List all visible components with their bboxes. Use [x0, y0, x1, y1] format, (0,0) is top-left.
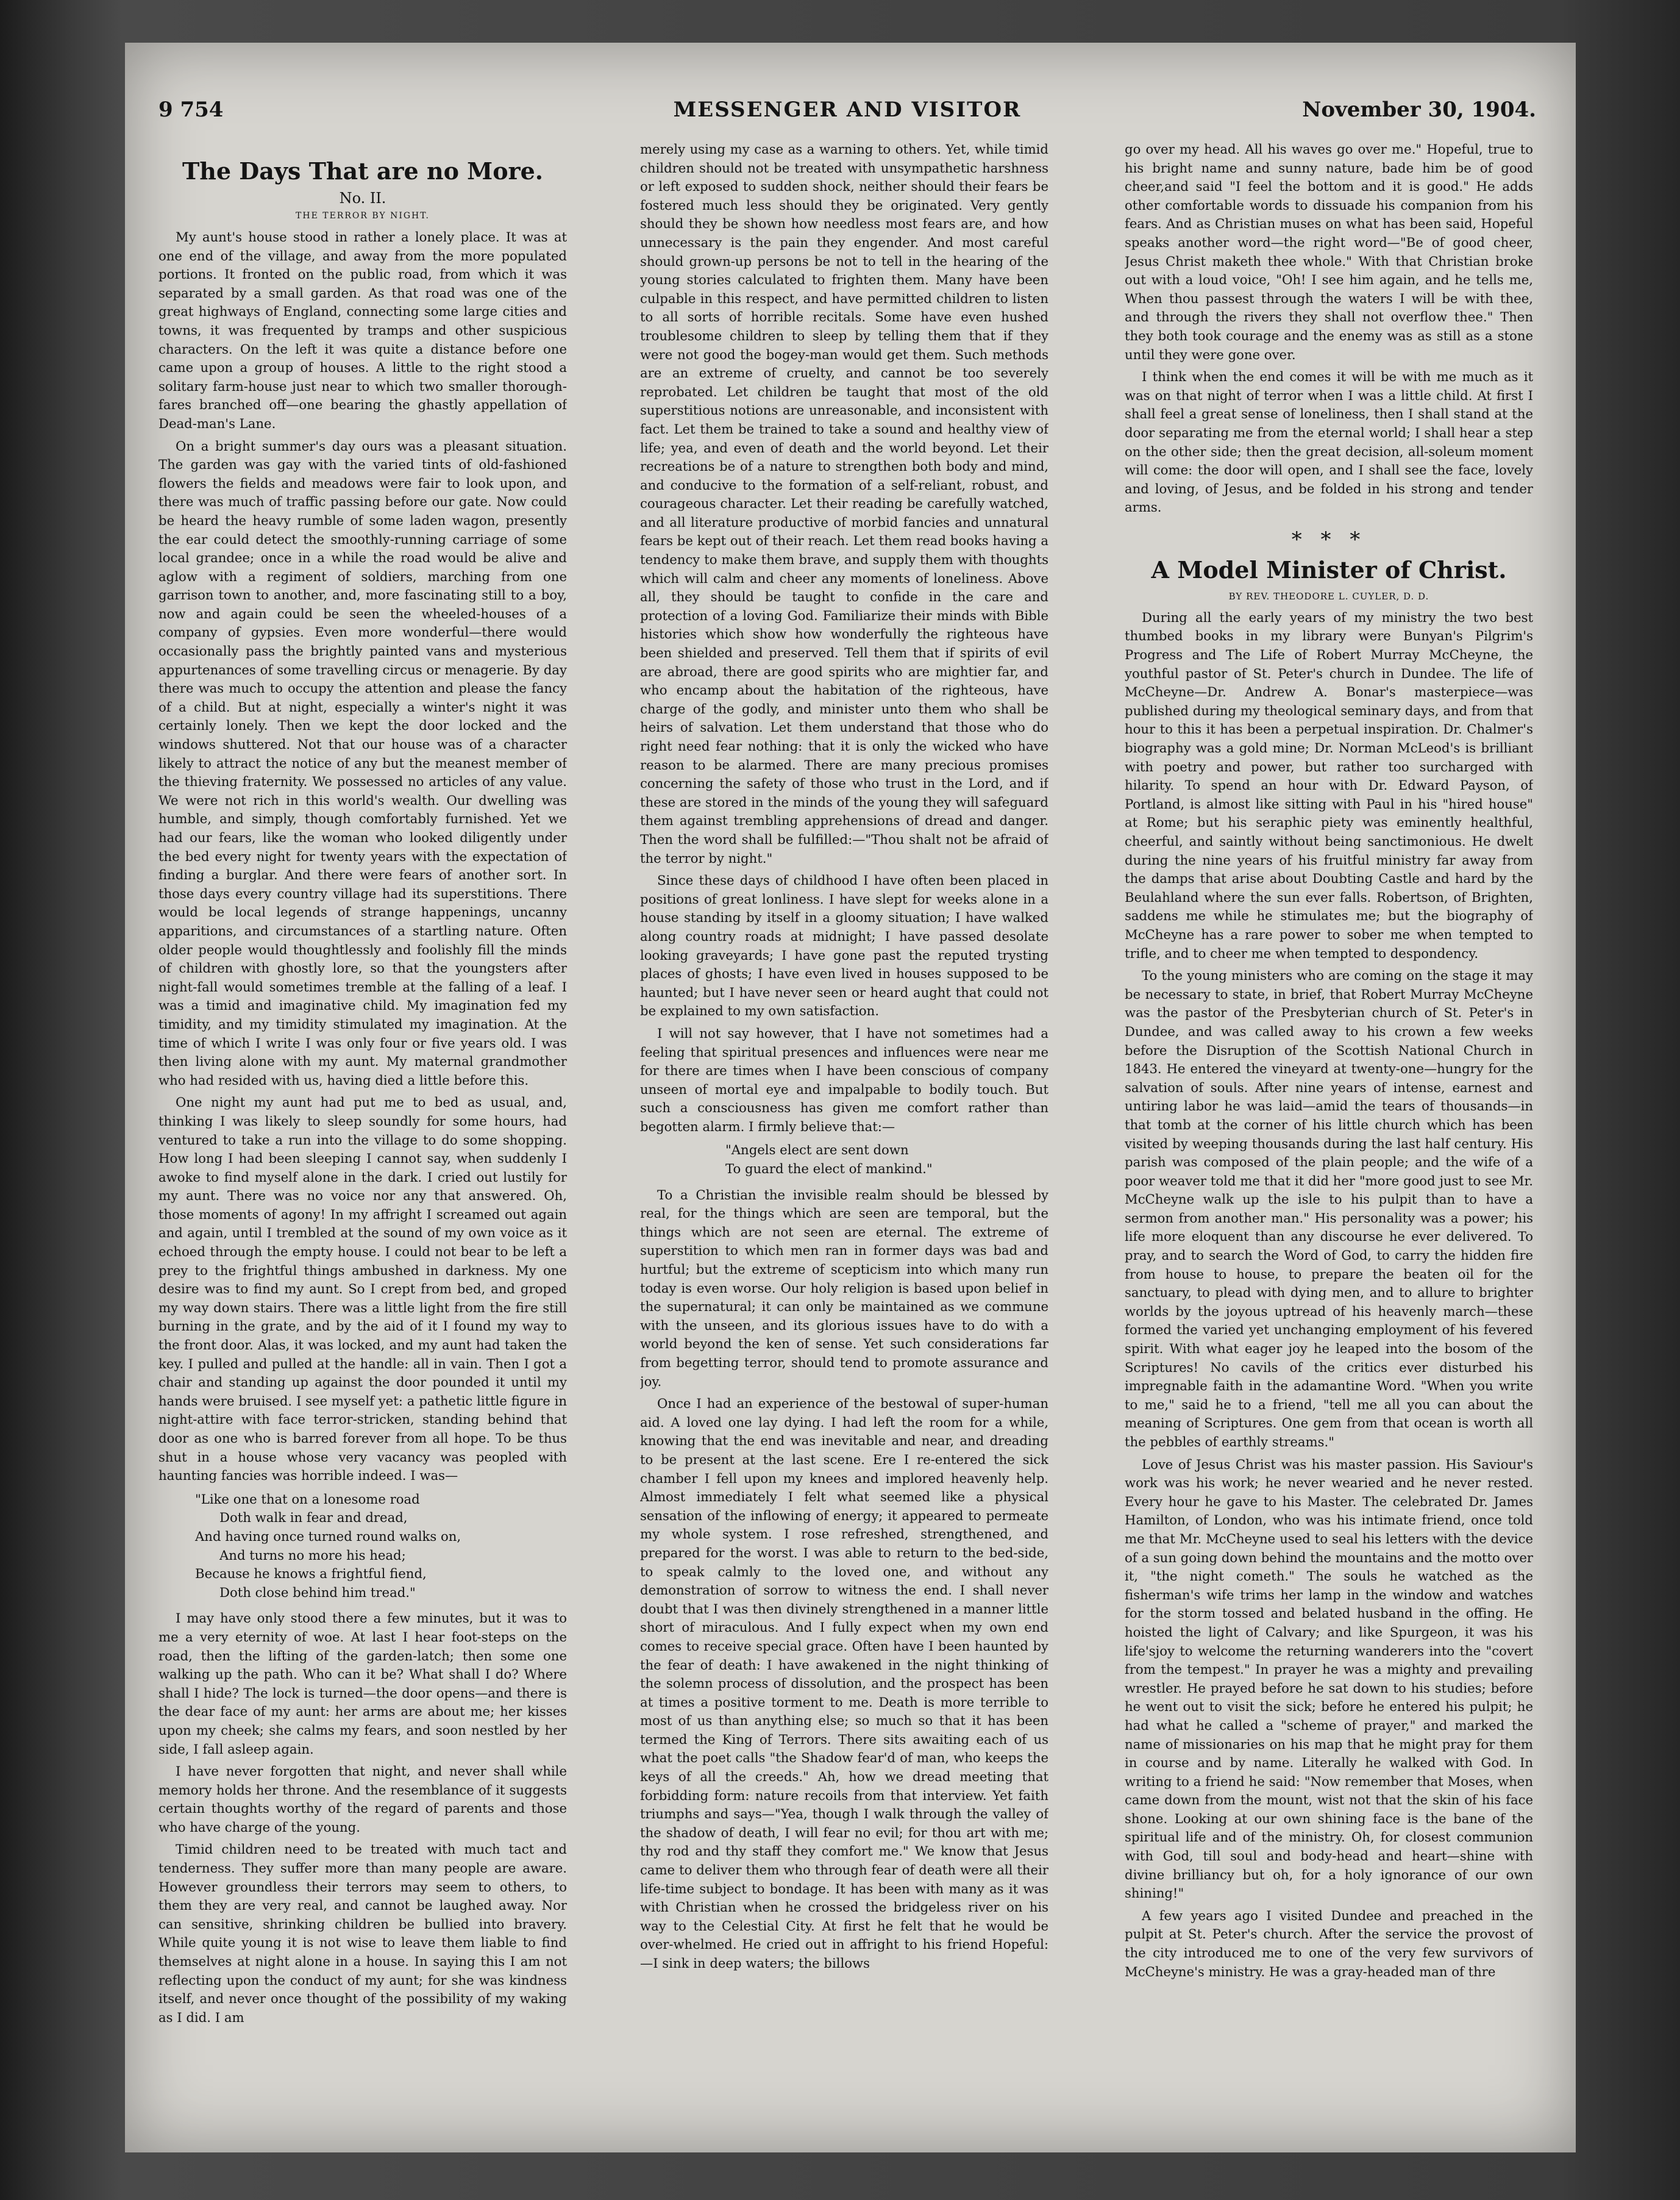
article-kicker: THE TERROR BY NIGHT. [296, 211, 430, 221]
poem-line: And turns no more his head; [219, 1547, 406, 1563]
poem-line: Doth close behind him tread." [219, 1584, 416, 1600]
masthead: MESSENGER AND VISITOR [673, 98, 1022, 122]
page-number: 9 754 [158, 98, 224, 122]
poem-line: To guard the elect of mankind." [725, 1161, 933, 1177]
column-3 [1125, 140, 1533, 2116]
paragraph: A few years ago I visited Dundee and preached in the pulpit at St. Peter's church. After the service the provost of the city introduced me to one of the very few survivors of McCheyne's ministry. He was a gray-headed man of thre [1125, 1907, 1533, 1979]
paragraph: Love of Jesus Christ was his master passion. His Saviour's work was his work; he never wearied and he never rested. Every hour he gave to his Master. The celebrated Dr. James Hamilton, of London, who was his intimate friend, once told me that Mr. McCheyne used to seal his letters with the device of a sun going down behind the mountains and the motto over it, "the night cometh." The souls he watched as the fisherman's wife trims her lamp in the window and watches for the storm tossed and belated husband in the offing. He hoisted the light of Calvary; and like Spurgeon, it was his life'sjoy to welcome the returning wanderers into the "covert from the tempest." In prayer he was a mighty and prevailing wrestler. He prayed before he sat down to his studies; before he went out to visit the sick; before he entered his pulpit; he had what he called a "scheme of prayer," and marked the name of missionaries on his map that he might pray for them in course and by name. Literally he walked with God. In writing to a friend he said: "Now remember that Moses, when came down from the mount, wist not that the skin of his face shone. Looking at our own shining face is the bane of the spiritual life and of the ministry. Oh, for closest communion with God, till soul and body-head and heart—shine with divine brilliancy but oh, for a holy ignorance of our own shining!" [1125, 1456, 1533, 1901]
newspaper-page [125, 43, 1576, 2152]
column-2 [640, 140, 1048, 2116]
article-byline: BY REV. THEODORE L. CUYLER, D. D. [1228, 590, 1429, 602]
poem-quote [725, 1141, 1048, 1178]
poem-line: "Angels elect are sent down [725, 1142, 909, 1158]
paragraph: Once I had an experience of the bestowal of super-human aid. A loved one lay dying. I had left the room for a while, knowing that the end was inevitable and near, and dreading to be present at the last scene. Ere I re-entered the sick chamber I fell upon my knees and implored heavenly help. Almost immediately I felt what seemed like a physical sensation of the inflowing of energy; it appeared to permeate my whole system. I rose refreshed, strengthened, and prepared for the worst. I was able to return to the bed-side, to speak calmly to the loved one, and without any demonstration of sorrow to witness the end. I shall never doubt that I was then divinely strengthened in a manner little short of miraculous. And I fully expect when my own end comes to receive special grace. Often have I been haunted by the fear of death: I have awakened in the night thinking of the solemn process of dissolution, and the prospect has been at times a positive torment to me. Death is more terrible to most of us than anything else; so much so that it has been termed the King of Terrors. There sits awaiting each of us what the poet calls "the Shadow fear'd of man, who keeps the keys of all the creeds." Ah, how we dread meeting that forbidding form: nature recoils from that interview. Yet faith triumphs and says—"Yea, though I walk through the valley of the shadow of death, I will fear no evil; for thou art with me; thy rod and thy staff they comfort me." We know that Jesus came to deliver them who through fear of death were all their life-time subject to bondage. It has been with many as it was with Christian when he crossed the bridgeless river on his way to the Celestial City. At first he felt that he would be over-whelmed. He cried out in affright to his friend Hopeful:—I sink in deep waters; the billows [640, 1396, 1048, 1971]
poem-line: Doth walk in fear and dread, [219, 1510, 408, 1526]
paragraph: My aunt's house stood in rather a lonely place. It was at one end of the village, and away from the more populated portions. It fronted on the public road, from which it was separated by a small garden. As that road was one of the great highways of England, connecting some large cities and towns, it was frequented by tramps and other suspicious characters. On the left it was quite a distance before one came upon a group of houses. A little to the right stood a solitary farm-house just near to which two smaller thorough-fares branched off—one bearing the ghastly appellation of Dead-man's Lane. [158, 229, 567, 431]
paragraph: I think when the end comes it will be with me much as it was on that night of terror when I was a little child. At first I shall feel a great sense of loneliness, then I shall stand at the door separating me from the eternal world; I shall hear a step on the other side; then the great decision, all-soleum moment will come: the door will open, and I shall see the face, lovely and loving, of Jesus, and be folded in his strong and tender arms. [1125, 369, 1533, 515]
paragraph: One night my aunt had put me to bed as usual, and, thinking I was likely to sleep soundly for some hours, had ventured to take a run into the village to do some shopping. How long I had been sleeping I cannot say, when suddenly I awoke to find myself alone in the dark. I cried out lustily for my aunt. There was no voice nor any that answered. Oh, those moments of agony! In my affright I screamed out again and again, until I trembled at the sound of my own voice as it echoed through the empty house. I could not bear to be left a prey to the frightful things ambushed in darkness. My one desire was to find my aunt. So I crept from bed, and groped my way down stairs. There was a little light from the fire still burning in the grate, and by the aid of it I found my way to the front door. Alas, it was locked, and my aunt had taken the key. I pulled and pulled at the handle: all in vain. Then I got a chair and standing up against the door pounded it until my hands were bruised. I see myself yet: a pathetic little figure in night-attire with face terror-stricken, standing behind that door as one who is barred forever from all hope. To be thus shut in a house whose very vacancy was peopled with haunting fancies was horrible indeed. I was— [158, 1095, 567, 1484]
paragraph: On a bright summer's day ours was a pleasant situation. The garden was gay with the varied tints of old-fashioned flowers the fields and meadows were fair to look upon, and there was much of traffic passing before our gate. Now could be heard the heavy rumble of some laden wagon, presently the ear could detect the smoothly-running carriage of some local grandee; once in a while the road would be alive and aglow with a regiment of soldiers, marching from one garrison town to another, and, more fascinating still to a boy, now and again could be seen the wheeled-houses of a company of gypsies. Even more wonderful—there would occasionally pass the brightly painted vans and mysterious appurtenances of some travelling circus or menagerie. By day there was much to occupy the attention and please the fancy of a child. But at night, especially a winter's night it was certainly lonely. Then we kept the door locked and the windows shuttered. Not that our house was of a character likely to attract the notice of any but the meanest member of the thieving fraternity. We possessed no articles of any value. We were not rich in this world's wealth. Our dwelling was humble, and simply, though comfortably furnished. Yet we had our fears, like the woman who looked diligently under the bed every night for twenty years with the expectation of finding a burglar. And there were fears of another sort. In those days every country village had its superstitions. There would be local legends of strange happenings, uncanny apparitions, and circumstances of a startling nature. Often older people would thoughtlessly and foolishly fill the minds of children with ghostly lore, so that the youngsters after night-fall would sometimes tremble at the falling of a leaf. I was a timid and imaginative child. My imagination fed my timidity, and my timidity stimulated my imagination. At the time of which I write I was only four or five years old. I was then living alone with my aunt. My maternal grandmother who had resided with us, having died a little before this. [158, 438, 567, 1088]
section-separator: * * * [1291, 527, 1367, 552]
poem-line: And having once turned round walks on, [195, 1528, 461, 1544]
issue-date: November 30, 1904. [1302, 98, 1536, 122]
paragraph: merely using my case as a warning to others. Yet, while timid children should not be treated with unsympathetic harshness or left exposed to sudden shock, neither should their fears be fostered much less should they be originated. Very gently should they be shown how needless most fears are, and how unnecessary is the pain they engender. And most careful should grown-up persons be not to tell in the hearing of the young stories calculated to frighten them. Many have been culpable in this respect, and have permitted children to listen to all sorts of horrible recitals. Some have even hushed troublesome children to sleep by telling them that if they were not good the bogey-man would get them. Such methods are an extreme of cruelty, and cannot be too severely reprobated. Let children be taught that most of the old superstitious notions are unreasonable, and inconsistent with fact. Let them be trained to take a sound and healthy view of life; yea, and even of death and the world beyond. Let their recreations be of a nature to strengthen both body and mind, and conducive to the formation of a self-reliant, robust, and courageous character. Let their reading be carefully watched, and all literature productive of morbid fancies and unnatural fears be kept out of their reach. Let them read books having a tendency to make them brave, and supply them with thoughts which will calm and cheer any moments of loneliness. Above all, they should be taught to confide in the care and protection of a loving God. Familiarize their minds with Bible histories which show how wonderfully the righteous have been shielded and preserved. Tell them that if spirits of evil are abroad, there are good spirits who are mightier far, and who encamp about the habitation of the righteous, have charge of the godly, and minister unto them who shall be heirs of salvation. Let them understand that those who do right need fear nothing: that it is only the wicked who have reason to be alarmed. There are many precious promises concerning the safety of those who trust in the Lord, and if these are stored in the minds of the young they will safeguard them against trembling apprehensions of dread and danger. Then the word shall be fulfilled:—"Thou shalt not be afraid of the terror by night." [640, 141, 1048, 866]
paragraph: go over my head. All his waves go over me." Hopeful, true to his bright name and sunny nature, bade him be of good cheer,and said "I feel the bottom and it is good." He adds other comfortable words to dissuade his companion from his fears. And as Christian muses on what has been said, Hopeful speaks another word—the right word—"Be of good cheer, Jesus Christ maketh thee whole." With that Christian broke out with a loud voice, "Oh! I see him again, and he tells me, When thou passest through the waters I will be with thee, and through the rivers they shall not overflow thee." Then they both took courage and the enemy was as still as a stone until they were gone over. [1125, 141, 1533, 362]
paragraph: To the young ministers who are coming on the stage it may be necessary to state, in brief, that Robert Murray McCheyne was the pastor of the Presbyterian church of St. Peter's in Dundee, and was called away to his crown a few weeks before the Disruption of the Scottish National Church in 1843. He entered the vineyard at twenty-one—hungry for the salvation of souls. After nine years of intense, earnest and untiring labor he was laid—amid the tears of thousands—in that tomb at the corner of his little church which has been visited by weeping thousands during the last half century. His parish was composed of the plain people; and the wife of a poor weaver told me that it did her "more good just to see Mr. McCheyne walk up the isle to his pulpit than to have a sermon from another man." His personality was a power; his life more eloquent than any discourse he ever delivered. To pray, and to search the Word of God, to carry the hidden fire from house to house, to prepare the beaten oil for the sanctuary, to plead with dying men, and to allure to brighter worlds by the joyous uptread of his heavenly march—these formed the varied yet unchanging employment of his fevered spirit. With what eager joy he leaped into the bosom of the Scriptures! No cavils of the critics ever disturbed his impregnable faith in the adamantine Word. "When you write to me," said he to a friend, "tell me all you can about the meaning of Scriptures. One gem from that ocean is worth all the pebbles of earthly streams." [1125, 968, 1533, 1449]
paragraph: Timid children need to be treated with much tact and tenderness. They suffer more than many people are aware. However groundless their terrors may seem to others, to them they are very real, and cannot be laughed away. Nor can sensitive, shrinking children be bullied into bravery. While quite young it is not wise to leave them liable to find themselves at night alone in a house. In saying this I am not reflecting upon the conduct of my aunt; for she was kindness itself, and never once thought of the possibility of my waking as I did. I am [158, 1841, 567, 2025]
article-title: The Days That are no More. [182, 157, 543, 185]
paragraph: During all the early years of my ministry the two best thumbed books in my library were Bunyan's Pilgrim's Progress and The Life of Robert Murray McCheyne, the youthful pastor of St. Peter's church in Dundee. The life of McCheyne—Dr. Andrew A. Bonar's masterpiece—was published during my theological seminary days, and from that hour to this it has been a perpetual inspiration. Dr. Chalmer's biography was a gold mine; Dr. Norman McLeod's is brilliant with poetry and power, but rather too surcharged with hilarity. To spend an hour with Dr. Edward Payson, of Portland, is almost like sitting with Paul in his "hired house" at Rome; but his seraphic piety was eminently healthful, cheerful, and saintly without being sanctimonious. He dwelt during the nine years of his fruitful ministry far away from the damps that arise about Doubting Castle and hard by the Beulahland where the sun ever falls. Robertson, of Brighten, saddens me while he stimulates me; but the biography of McCheyne has a rare power to sober me when tempted to trifle, and to cheer me when tempted to despondency. [1125, 609, 1533, 961]
article-title: A Model Minister of Christ. [1151, 555, 1507, 584]
poem-line: "Like one that on a lonesome road [195, 1491, 420, 1507]
paragraph: I may have only stood there a few minutes, but it was to me a very eternity of woe. At last I hear foot-steps on the road, then the lifting of the garden-latch; then some one walking up the path. Who can it be? What shall I do? Where shall I hide? The lock is turned—the door opens—and there is the dear face of my aunt: her arms are about me; her kisses upon my cheek; she calms my fears, and soon nestled by her side, I fall asleep again. [158, 1610, 567, 1757]
paragraph: Since these days of childhood I have often been placed in positions of great lonliness. I have slept for weeks alone in a house standing by itself in a gloomy situation; I have walked along country roads at midnight; I have passed desolate looking graveyards; I have gone past the reputed trysting places of ghosts; I have even lived in houses supposed to be haunted; but I have never seen or heard aught that could not be explained to my own satisfaction. [640, 873, 1048, 1019]
poem-quote [195, 1490, 567, 1602]
poem-line: Because he knows a frightful fiend, [195, 1566, 427, 1582]
column-1 [158, 140, 567, 2116]
article-subtitle: No. II. [339, 190, 386, 207]
page-header [158, 98, 1536, 140]
paragraph: I will not say however, that I have not sometimes had a feeling that spiritual presences and influences were near me for there are times when I have been conscious of company unseen of mortal eye and impalpable to bodily touch. But such a consciousness has given me comfort rather than begotten alarm. I firmly believe that:— [640, 1025, 1048, 1134]
paragraph: I have never forgotten that night, and never shall while memory holds her throne. And the resemblance of it suggests certain thoughts worthy of the regard of parents and those who have charge of the young. [158, 1763, 567, 1835]
paragraph: To a Christian the invisible realm should be blessed by real, for the things which are seen are temporal, but the things which are not seen are eternal. The extreme of superstition to which men ran in former days was bad and hurtful; but the extreme of scepticism into which many run today is even worse. Our holy religion is based upon belief in the supernatural; it can only be maintained as we commune with the unseen, and its glorious issues have to do with a world beyond the ken of sense. Yet such considerations far from begetting terror, should tend to promote assurance and joy. [640, 1187, 1048, 1389]
